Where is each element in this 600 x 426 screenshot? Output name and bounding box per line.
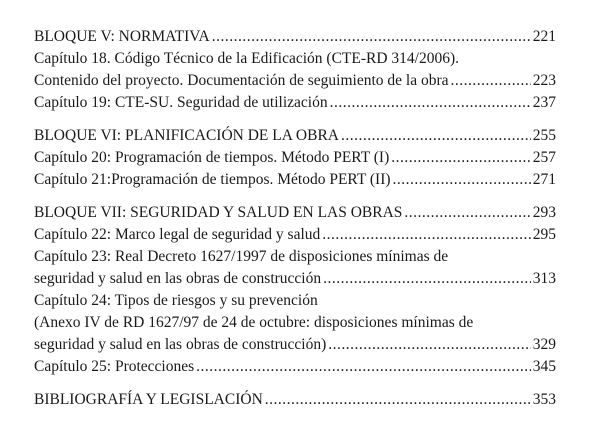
- chapter-entry[interactable]: [34, 92, 556, 114]
- chapter-entry-page-number: 271: [532, 171, 556, 188]
- dot-leader: [196, 356, 531, 378]
- dot-leader: [323, 268, 531, 290]
- chapter-entry-page-number: 295: [532, 226, 556, 243]
- chapter-entry-title: Capítulo 21:Programación de tiempos. Método PERT (II): [34, 171, 391, 188]
- section-heading-title: BIBLIOGRAFÍA Y LEGISLACIÓN: [34, 391, 263, 408]
- dot-leader: [330, 92, 531, 114]
- chapter-entry[interactable]: [34, 169, 556, 191]
- chapter-entry-title: Contenido del proyecto. Documentación de seguimiento de la obra: [34, 72, 449, 89]
- chapter-entry-page-number: 237: [532, 94, 556, 111]
- section-heading-page-number: 221: [532, 28, 556, 45]
- dot-leader: [212, 26, 531, 48]
- chapter-entry-page-number: 345: [532, 358, 556, 375]
- chapter-entry-title: seguridad y salud en las obras de construcción: [34, 270, 322, 287]
- section-heading[interactable]: [34, 202, 556, 224]
- chapter-entry-title: seguridad y salud en las obras de construcción): [34, 336, 327, 353]
- dot-leader: [328, 334, 530, 356]
- dot-leader: [341, 125, 531, 147]
- chapter-entry-page-number: 223: [532, 72, 556, 89]
- section-heading-page-number: 353: [532, 391, 556, 408]
- chapter-entry-line: Capítulo 18. Código Técnico de la Edificación (CTE-RD 314/2006).: [34, 50, 460, 67]
- dot-leader: [391, 147, 531, 169]
- chapter-entry[interactable]: [34, 70, 556, 92]
- section-heading-title: BLOQUE VII: SEGURIDAD Y SALUD EN LAS OBRAS: [34, 204, 403, 221]
- chapter-entry[interactable]: [34, 356, 556, 378]
- section-heading-title: BLOQUE VI: PLANIFICACIÓN DE LA OBRA: [34, 127, 339, 144]
- chapter-entry[interactable]: [34, 224, 556, 246]
- section-heading-page-number: 255: [532, 127, 556, 144]
- chapter-entry-title: Capítulo 25: Protecciones: [34, 358, 195, 375]
- chapter-entry-page-number: 329: [532, 336, 556, 353]
- chapter-entry-page-number: 313: [532, 270, 556, 287]
- chapter-entry-title: Capítulo 22: Marco legal de seguridad y salud: [34, 226, 321, 243]
- chapter-entry[interactable]: [34, 268, 556, 290]
- dot-leader: [322, 224, 530, 246]
- chapter-entry-title: Capítulo 19: CTE-SU. Seguridad de utilización: [34, 94, 328, 111]
- chapter-entry[interactable]: [34, 334, 556, 356]
- dot-leader: [265, 389, 531, 411]
- chapter-entry-title: Capítulo 20: Programación de tiempos. Método PERT (I): [34, 149, 390, 166]
- dot-leader: [404, 202, 530, 224]
- chapter-entry-line: Capítulo 23: Real Decreto 1627/1997 de disposiciones mínimas de: [34, 248, 449, 265]
- chapter-entry-line: (Anexo IV de RD 1627/97 de 24 de octubre: disposiciones mínimas de: [34, 314, 474, 331]
- section-heading[interactable]: [34, 389, 556, 411]
- dot-leader: [451, 70, 531, 92]
- section-heading[interactable]: [34, 125, 556, 147]
- dot-leader: [393, 169, 531, 191]
- section-heading-page-number: 293: [532, 204, 556, 221]
- chapter-entry-line: Capítulo 24: Tipos de riesgos y su prevención: [34, 292, 318, 309]
- section-heading[interactable]: [34, 26, 556, 48]
- section-heading-title: BLOQUE V: NORMATIVA: [34, 28, 210, 45]
- chapter-entry[interactable]: [34, 147, 556, 169]
- chapter-entry-page-number: 257: [532, 149, 556, 166]
